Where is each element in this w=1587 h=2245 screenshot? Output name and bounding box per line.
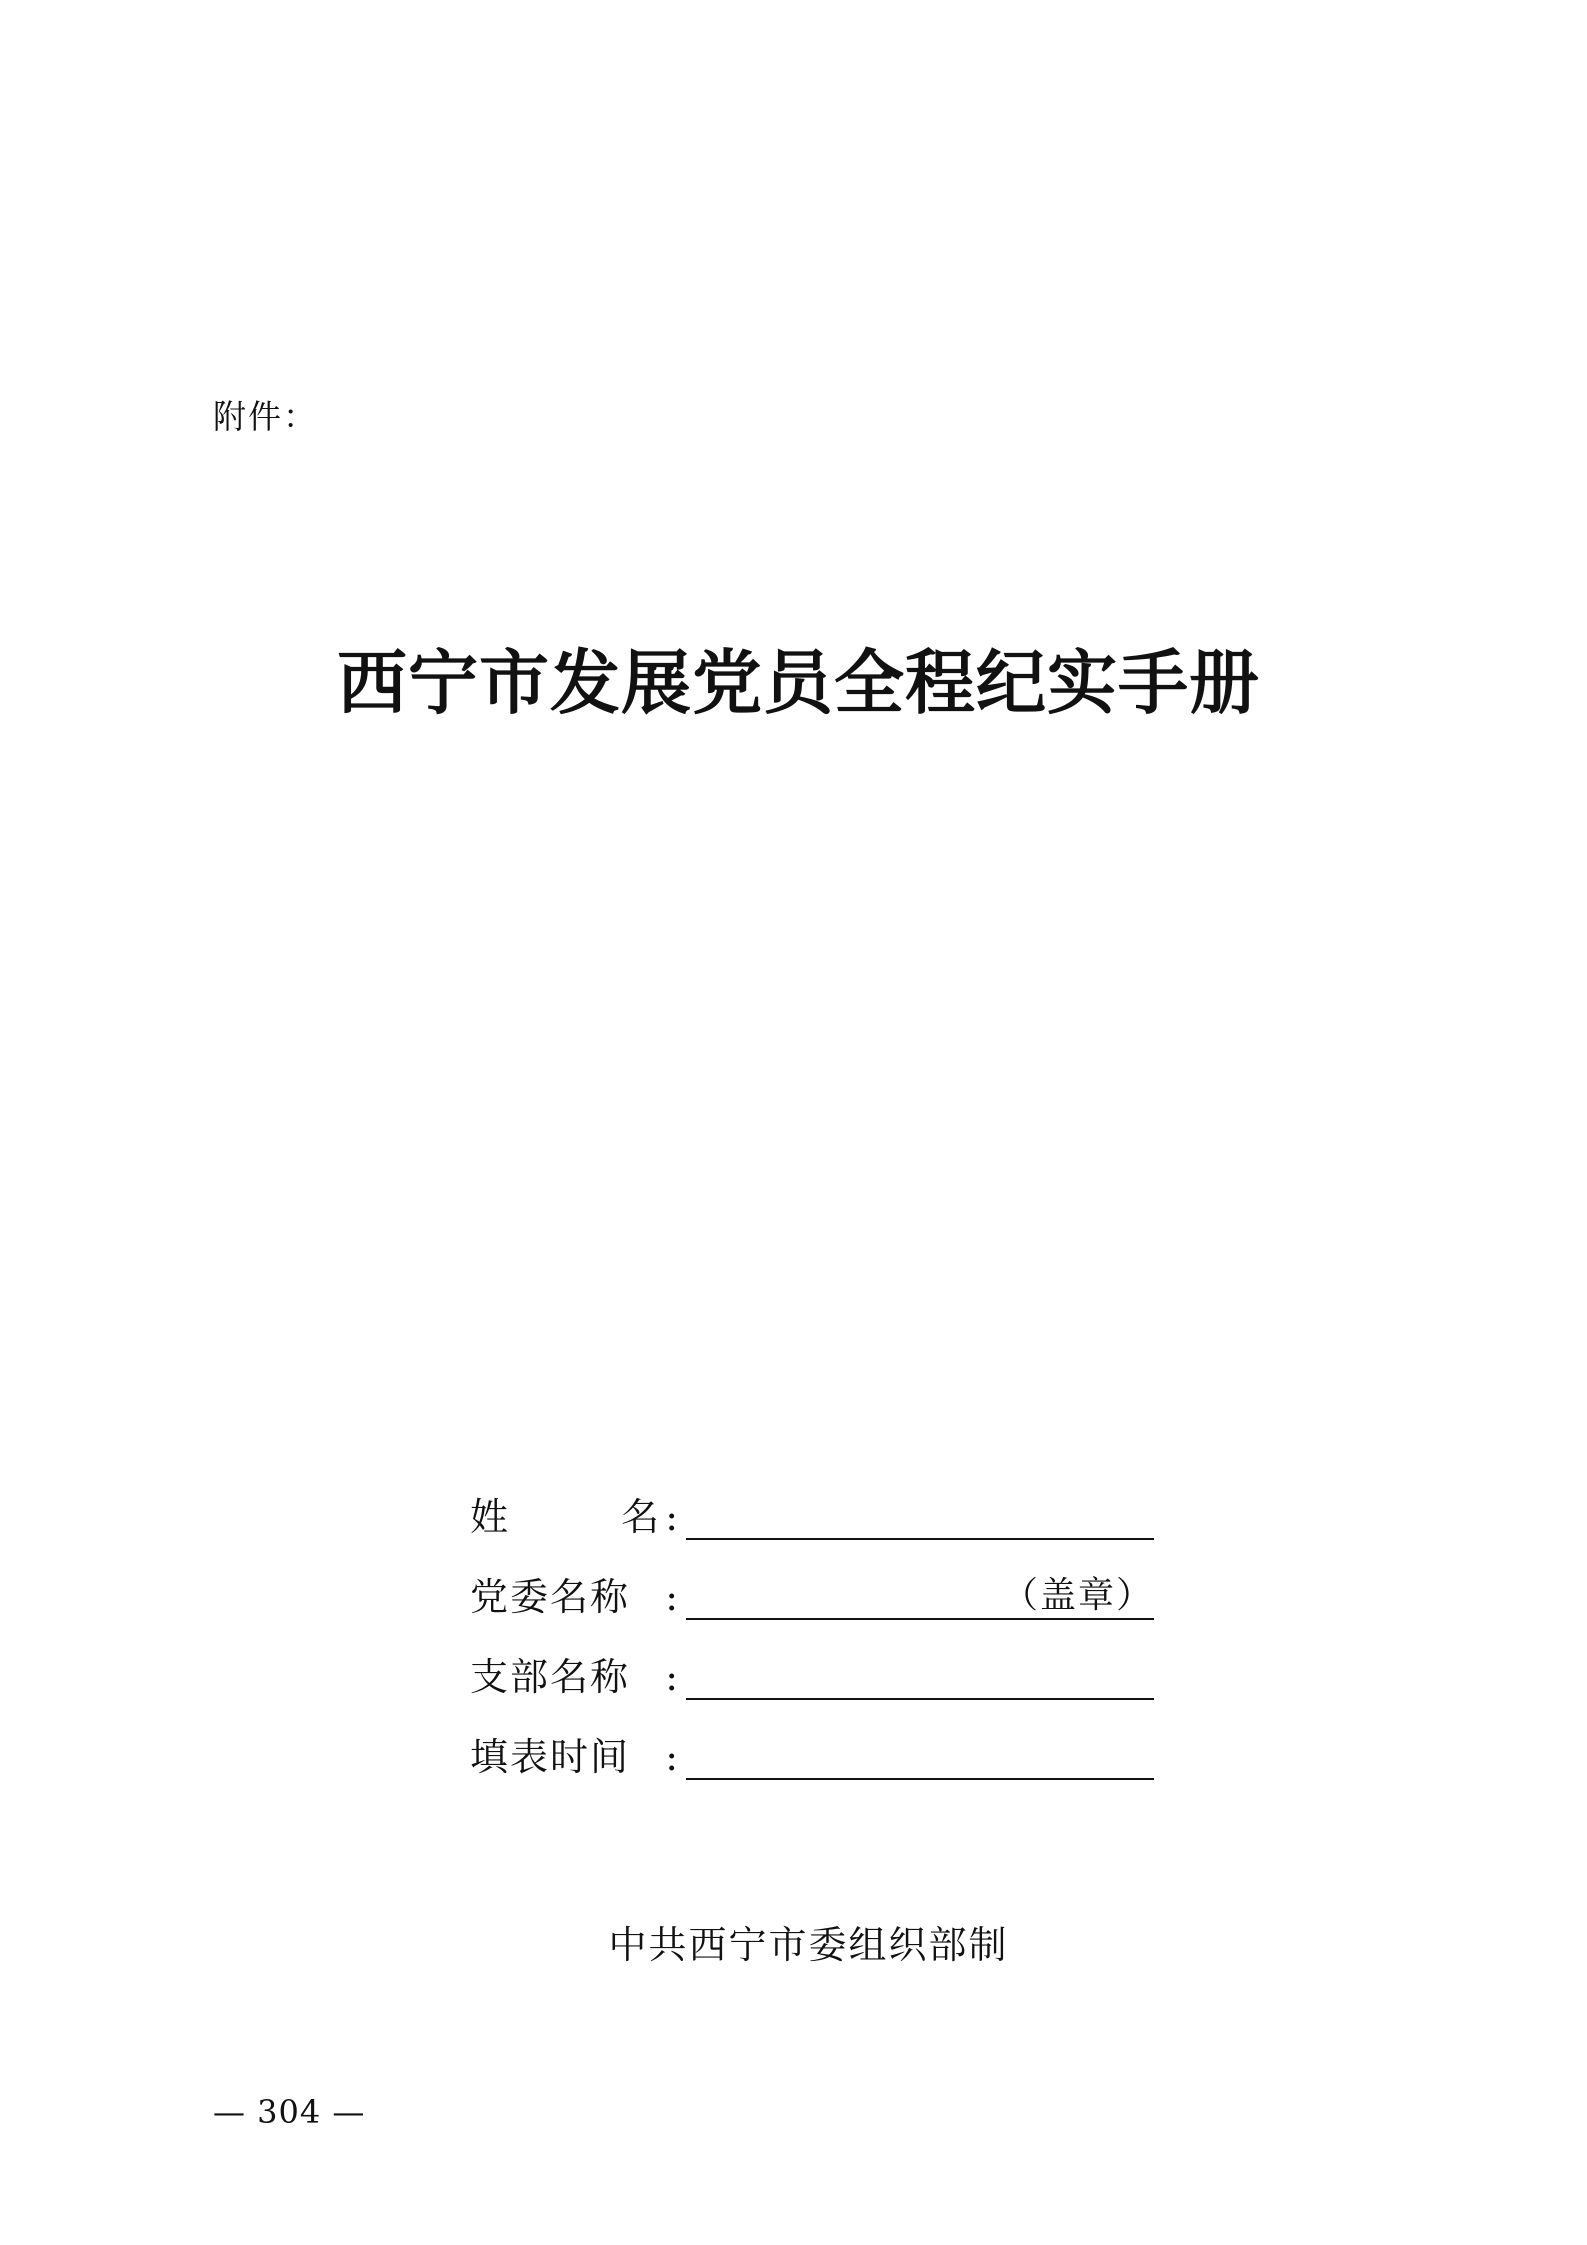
fill-date-field[interactable] (686, 1734, 1154, 1780)
form-row-name (470, 1460, 1154, 1540)
document-title: 西宁市发展党员全程纪实手册 (337, 641, 1260, 724)
party-committee-field[interactable] (686, 1574, 1154, 1620)
party-committee-label-colon: : (665, 1575, 680, 1619)
party-committee-label (470, 1575, 680, 1620)
issuer-line: 中共西宁市委组织部制 (608, 1923, 1009, 1967)
branch-label-text: 支部名称 (470, 1655, 631, 1699)
fill-date-label (470, 1735, 680, 1780)
fill-date-label-text: 填表时间 (470, 1735, 631, 1779)
name-label (470, 1495, 680, 1540)
form-row-fill-date (470, 1700, 1154, 1780)
branch-label (470, 1655, 680, 1700)
page-number: — 304 — (213, 2093, 366, 2131)
name-label-char-2: 名 (621, 1495, 662, 1539)
name-label-colon: : (665, 1495, 680, 1539)
fill-date-label-colon: : (665, 1735, 680, 1779)
name-field[interactable] (686, 1494, 1154, 1540)
form-row-party-committee (470, 1540, 1154, 1620)
cover-form (470, 1460, 1154, 1780)
attachment-label: 附件： (213, 397, 318, 436)
name-label-char-1: 姓 (470, 1495, 511, 1539)
form-row-branch (470, 1620, 1154, 1700)
branch-label-colon: : (665, 1655, 680, 1699)
branch-field[interactable] (686, 1654, 1154, 1700)
seal-note: （盖章） (1001, 1575, 1154, 1616)
party-committee-label-text: 党委名称 (470, 1575, 631, 1619)
